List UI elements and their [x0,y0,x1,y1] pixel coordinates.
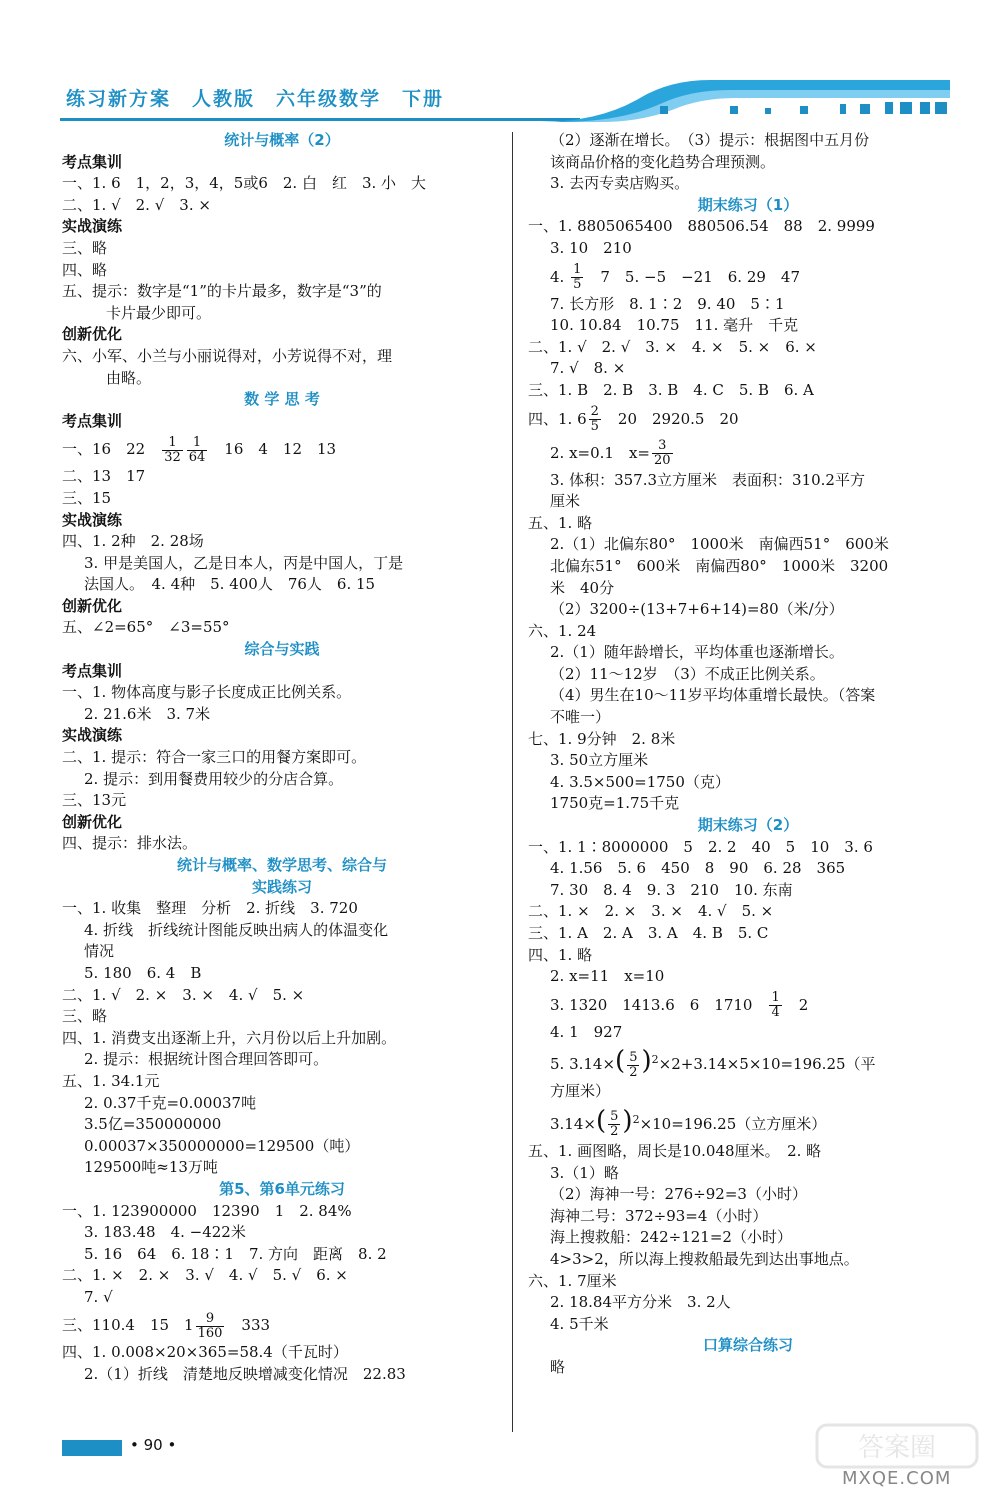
section-title: 第5、第6单元练习 [219,1179,345,1198]
answer-line: 四、1. 0.008×20×365=58.4（千瓦时） [62,1343,348,1362]
section-title: 统计与概率（2） [224,131,340,149]
answer-line: 1750克=1.75千克 [550,794,680,813]
answer-line [528,436,968,470]
answer-line: 5. 16 64 6. 18∶1 7. 方向 距离 8. 2 [84,1244,387,1263]
answer-line: 三、1. A 2. A 3. A 4. B 5. C [528,924,769,942]
answer-text: 4. [550,267,570,286]
fraction [627,1051,639,1080]
subsection-heading: 考点集训 [62,661,123,680]
subsection-heading: 创新优化 [62,325,123,344]
fraction-numerator: 1 [162,436,183,451]
fraction-denominator: 32 [164,449,181,465]
answer-text: ×2+3.14×5×10=196.25（平 [658,1055,876,1074]
answer-line: 五、1. 略 [528,513,593,532]
answer-line: 北偏东51° 600米 南偏西80° 1000米 3200 [550,556,889,575]
answer-line: 7. 30 8. 4 9. 3 210 10. 东南 [550,880,793,899]
answer-line: （4）男生在10～11岁平均体重增长最快。（答案 [550,686,876,705]
answer-line: 五、提示：数字是“1”的卡片最多，数字是“3”的 [62,282,382,301]
fraction [652,439,673,468]
answer-line: 海上搜救船：242÷121=2（小时） [550,1228,792,1247]
answer-text: ×10=196.25（立方厘米） [639,1114,827,1133]
answer-line: 7. 长方形 8. 1∶2 9. 40 5∶1 [550,294,785,313]
answer-line: 3. 去丙专卖店购买。 [550,174,690,193]
answer-line: 情况 [84,942,115,961]
answer-line: 六、1. 24 [528,621,597,640]
subsection-heading: 创新优化 [62,596,123,615]
exponent: 2 [651,1053,659,1067]
answer-line: 2. 提示：到用餐费用较少的分店合算。 [84,769,344,788]
subsection-heading: 实战演练 [62,217,123,236]
section-title: 统计与概率、数学思考、综合与 [176,856,387,874]
answer-line: 2.（1）北偏东80° 1000米 南偏西51° 600米 [550,535,889,554]
answer-line: 米 40分 [550,578,615,597]
answer-line [528,402,968,436]
answer-line: 7. √ 8. × [550,359,626,378]
answer-line: 四、1. 消费支出逐渐上升，六月份以后上升加剧。 [62,1028,397,1047]
right-paren: ) [622,1105,633,1136]
answer-line [62,1308,502,1342]
fraction-numerator: 1 [187,436,208,451]
fraction [196,1312,225,1341]
left-paren: ( [615,1046,626,1077]
answer-line: 7. √ [84,1287,113,1306]
answer-line: 三、15 [62,488,112,507]
fraction [162,436,183,465]
answer-line: 2. 0.37千克=0.00037吨 [84,1093,257,1112]
answer-text: 3.14× [550,1114,596,1133]
answer-line: 3.5亿=350000000 [84,1115,222,1134]
answer-line: 七、1. 9分钟 2. 8米 [528,729,676,748]
answer-line: 二、1. × 2. × 3. × 4. √ 5. × [528,902,774,921]
fraction-denominator: 2 [629,1064,638,1080]
fraction-denominator: 64 [188,449,206,465]
left-paren: ( [595,1105,607,1136]
answer-line [528,988,968,1022]
subsection-heading: 实战演练 [62,510,123,529]
answer-text: 2. x=0.1 x= [550,443,650,462]
answer-line: 由略。 [106,368,152,387]
answer-text: 四、1. 6 [528,409,587,428]
answer-line: 2. 21.6米 3. 7米 [84,704,211,723]
answer-line: 二、1. √ 2. √ 3. × 4. × 5. × 6. × [528,337,817,356]
fraction [608,1110,620,1139]
answer-line: 三、1. B 2. B 3. B 4. C 5. B 6. A [528,380,814,399]
fraction-denominator: 5 [573,277,582,293]
answer-line: 2.（1）折线 清楚地反映增减变化情况 22.83 [84,1365,406,1384]
answer-text: 3. 1320 1413.6 6 1710 [550,995,768,1014]
answer-line: 二、1. √ 2. × 3. × 4. √ 5. × [62,985,305,1004]
answer-line: 2. 提示：根据统计图合理回答即可。 [84,1050,329,1069]
answer-line: （2）3200÷(13+7+6+14)=80（米/分） [550,600,844,619]
answer-line [528,1043,968,1081]
answer-line [528,1103,968,1141]
answer-line: （2）逐渐在增长。 （3）提示：根据图中五月份 [550,131,870,149]
answer-line: 2.（1）随年龄增长，平均体重也逐渐增长。 [550,643,844,662]
answer-text: 20 2920.5 20 [602,409,739,428]
answer-line: 二、1. 提示：符合一家三口的用餐方案即可。 [62,748,367,767]
fraction-numerator: 9 [196,1312,225,1327]
header-title: 练习新方案 人教版 六年级数学 下册 [66,88,445,110]
answer-text: 一、16 22 [62,440,161,459]
exponent: 2 [632,1112,640,1126]
answer-line: 一、1. 6 1，2，3，4，5或6 2. 白 红 3. 小 大 [62,174,427,193]
answer-line: 3.（1）略 [550,1163,619,1182]
answer-line: 四、1. 2种 2. 28场 [62,532,204,551]
answer-text: 333 [226,1316,271,1335]
answer-line: 一、1. 物体高度与影子长度成正比例关系。 [62,683,352,702]
section-title: 口算综合练习 [702,1336,793,1355]
column-divider [512,132,513,1432]
answer-line: 五、∠2=65° ∠3=55° [62,618,230,637]
fraction-denominator: 5 [590,419,599,435]
answer-line: 4. 折线 折线统计图能反映出病人的体温变化 [84,920,389,939]
answer-line: 法国人。 4. 4种 5. 400人 76人 6. 15 [84,575,376,594]
answer-line: 海神二号：372÷93=4（小时） [550,1206,768,1225]
fraction [589,405,601,434]
answer-line: 一、1. 1∶8000000 5 2. 2 40 5 10 3. 6 [528,837,873,856]
fraction-numerator: 2 [590,404,599,420]
answer-line: 4. 5千米 [550,1314,609,1333]
answer-line: 一、1. 8805065400 880506.54 88 2. 9999 [528,217,875,236]
answer-line: 三、略 [62,1007,108,1026]
fraction-denominator: 20 [654,453,671,469]
subsection-heading: 考点集训 [62,411,123,430]
answer-line: 5. 180 6. 4 B [84,963,202,982]
subsection-heading: 实战演练 [62,726,123,745]
answer-line: 3. 体积：357.3立方厘米 表面积：310.2平方 [550,470,865,489]
page-header [60,78,950,123]
answer-line: 3. 甲是美国人，乙是日本人，丙是中国人，丁是 [84,553,404,572]
footer-bar [62,1440,122,1456]
left-column [62,130,502,1386]
answer-line: 3. 183.48 4. −422米 [84,1223,246,1242]
answer-line: 3. 50立方厘米 [550,751,649,770]
answer-line: （2）海神一号：276÷92=3（小时） [550,1185,807,1204]
answer-line: 不唯一） [550,708,611,727]
answer-line: 10. 10.84 10.75 11. 毫升 千克 [550,316,799,335]
fraction [769,991,781,1020]
answer-line: 略 [550,1357,566,1376]
subsection-heading: 创新优化 [62,812,123,831]
page-number: • 90 • [130,1436,177,1454]
answer-text: 7 5. −5 −21 6. 29 47 [585,267,801,286]
fraction-numerator: 5 [610,1109,619,1125]
subsection-heading: 考点集训 [62,152,123,171]
fraction [571,263,583,292]
answer-line: 2. x=11 x=10 [550,967,665,986]
answer-line: 二、1. √ 2. √ 3. × [62,195,211,214]
answer-text: 5. 3.14× [550,1055,616,1074]
answer-text: 16 4 12 13 [209,440,337,459]
right-column [528,130,968,1379]
right-paren: ) [641,1046,652,1077]
answer-line: 2. 18.84平方分米 3. 2人 [550,1293,731,1312]
answer-line: 一、1. 收集 整理 分析 2. 折线 3. 720 [62,899,358,918]
answer-line: 4. 1 927 [550,1022,623,1041]
answer-line: 129500吨≈13万吨 [84,1158,218,1177]
fraction-numerator: 1 [573,262,582,278]
answer-line: 三、13元 [62,791,127,810]
answer-line [62,432,502,466]
section-title: 期末练习（2） [697,816,799,835]
header-rule [60,118,580,121]
watermark-text: MXQE.COM [842,1468,952,1489]
section-title: 期末练习（1） [697,195,799,214]
answer-line: 4>3>2，所以海上搜救船最先到达出事地点。 [550,1249,859,1268]
answer-line: 4. 1.56 5. 6 450 8 90 6. 28 365 [550,859,846,878]
answer-line: 四、1. 略 [528,945,593,964]
fraction-denominator: 4 [771,1005,780,1021]
fraction-numerator: 5 [629,1049,638,1065]
answer-line: 该商品价格的变化趋势合理预测。 [550,152,776,171]
answer-text: 2 [783,995,809,1014]
answer-line: 0.00037×350000000=129500（吨） [84,1136,360,1155]
fraction [187,436,208,465]
section-title: 综合与实践 [244,640,320,659]
answer-line: 三、略 [62,238,108,257]
answer-line: 4. 3.5×500=1750（克） [550,772,730,791]
section-title: 实践练习 [251,877,312,896]
answer-line: 二、1. × 2. × 3. √ 4. √ 5. √ 6. × [62,1266,348,1285]
header-decoration [540,78,950,123]
answer-line: 四、略 [62,260,108,279]
answer-line: 六、1. 7厘米 [528,1271,617,1290]
answer-line: 四、提示：排水法。 [62,834,198,853]
answer-line: 一、1. 123900000 12390 1 2. 84% [62,1201,352,1220]
answer-line: 六、小军、小兰与小丽说得对，小芳说得不对，理 [62,346,393,365]
fraction-denominator: 160 [197,1325,223,1341]
answer-text: 三、110.4 15 1 [62,1316,194,1335]
fraction-denominator: 2 [610,1124,619,1140]
section-title: 数 学 思 考 [244,390,320,409]
fraction-numerator: 3 [652,439,673,454]
answer-line: 卡片最少即可。 [106,303,212,322]
watermark-logo-text: 答案圈 [857,1433,937,1463]
answer-line: 五、1. 34.1元 [62,1071,160,1090]
answer-line [528,260,968,294]
answer-line: 方厘米） [550,1082,611,1101]
answer-line: 二、13 17 [62,467,146,486]
answer-line: 五、1. 画图略，周长是10.048厘米。 2. 略 [528,1141,822,1160]
answer-line: （2）11～12岁 （3）不成正比例关系。 [550,664,825,683]
answer-line: 3. 10 210 [550,238,632,257]
answer-line: 厘米 [550,492,581,511]
fraction-numerator: 1 [771,990,780,1006]
